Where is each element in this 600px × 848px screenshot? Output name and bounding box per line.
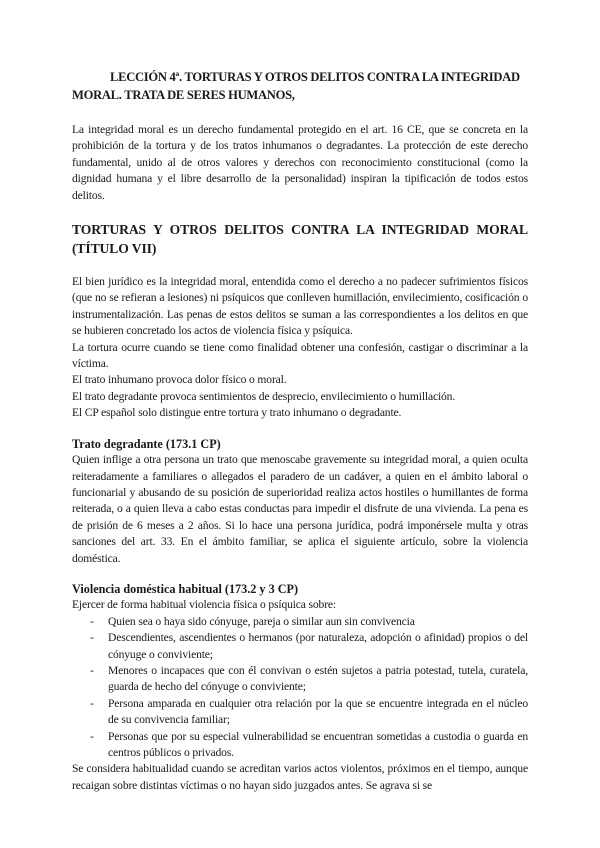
- list-item: - Descendientes, ascendientes o hermanos (por naturaleza, adopción o afinidad) propios o del cónyuge o conviviente;: [72, 630, 528, 663]
- list-item: - Quien sea o haya sido cónyuge, pareja o similar aun sin convivencia: [72, 614, 528, 630]
- violencia-domestica-lead: Ejercer de forma habitual violencia física o psíquica sobre:: [72, 598, 336, 612]
- list-item: - Persona amparada en cualquier otra relación por la que se encuentre integrada en el núcleo de su convivencia familiar;: [72, 696, 528, 729]
- violencia-domestica-heading: Violencia doméstica habitual (173.2 y 3 CP): [72, 581, 299, 596]
- paragraph-trato-inhumano: El trato inhumano provoca dolor físico o moral.: [72, 373, 287, 387]
- violencia-domestica-section: [72, 581, 528, 794]
- trato-degradante-section: [72, 436, 528, 567]
- habitualidad-paragraph: Se considera habitualidad cuando se acreditan varios actos violentos, próximos en el tiempo, aunque recaigan sobre distintas víctimas o no hayan sido juzgados antes. Se agrava si se: [72, 762, 528, 792]
- document-page: [72, 68, 528, 794]
- list-item: - Menores o incapaces que con él convivan o estén sujetos a patria potestad, tutela, curatela, guarda de hecho del cónyuge o conviviente;: [72, 663, 528, 696]
- trato-degradante-heading: Trato degradante (173.1 CP): [72, 436, 221, 451]
- intro-paragraph: La integridad moral es un derecho fundamental protegido en el art. 16 CE, que se concreta en la prohibición de la tortura y de los tratos inhumanos o degradantes. La protección de este derecho fundamental, unido al de otros valores y derechos con reconocimiento constitucional (como la dignidad humana y el libre desarrollo de la personalidad) inspiran la tipificación de todos estos delitos.: [72, 123, 528, 202]
- list-item: - Personas que por su especial vulnerabilidad se encuentran sometidas a custodia o guarda en centros públicos o privados.: [72, 729, 528, 762]
- section-body: [72, 274, 528, 422]
- lesson-title: LECCIÓN 4ª. TORTURAS Y OTROS DELITOS CONTRA LA INTEGRIDAD MORAL. TRATA DE SERES HUMANOS,: [72, 70, 520, 102]
- trato-degradante-text: Quien inflige a otra persona un trato que menoscabe gravemente su integridad moral, a quien oculta reiteradamente a familiares o allegados el paradero de un cadáver, a quien en el ámbito laboral o funcionarial y abusando de su posición de superioridad realiza actos hostiles o humillantes de forma reiterada, o a quien lleva a cabo estas conductas para impedir el disfrute de una vivienda. La pena es de prisión de 6 meses a 2 años. Si lo hace una persona jurídica, podrá imponérsele multa y otras sanciones del art. 33. En el ámbito familiar, se aplica el siguiente artículo, sobre la violencia doméstica.: [72, 453, 528, 565]
- paragraph-cp-espanol: El CP español solo distingue entre tortura y trato inhumano o degradante.: [72, 406, 402, 420]
- victims-list: [72, 614, 528, 762]
- paragraph-bien-juridico: El bien jurídico es la integridad moral, entendida como el derecho a no padecer sufrimientos físicos (que no se refieran a lesiones) ni psíquicos que conlleven humillación, envilecimiento, cosificación o instrumentalización. Las penas de estos delitos se suman a las correspondientes a los delitos en que se hubieren concretado los actos de violencia física y psíquica.: [72, 275, 528, 338]
- paragraph-trato-degradante: El trato degradante provoca sentimientos de desprecio, envilecimiento o humillación.: [72, 389, 456, 403]
- section-title: TORTURAS Y OTROS DELITOS CONTRA LA INTEGRIDAD MORAL (TÍTULO VII): [72, 222, 528, 257]
- paragraph-tortura: La tortura ocurre cuando se tiene como finalidad obtener una confesión, castigar o discriminar a la víctima.: [72, 340, 528, 371]
